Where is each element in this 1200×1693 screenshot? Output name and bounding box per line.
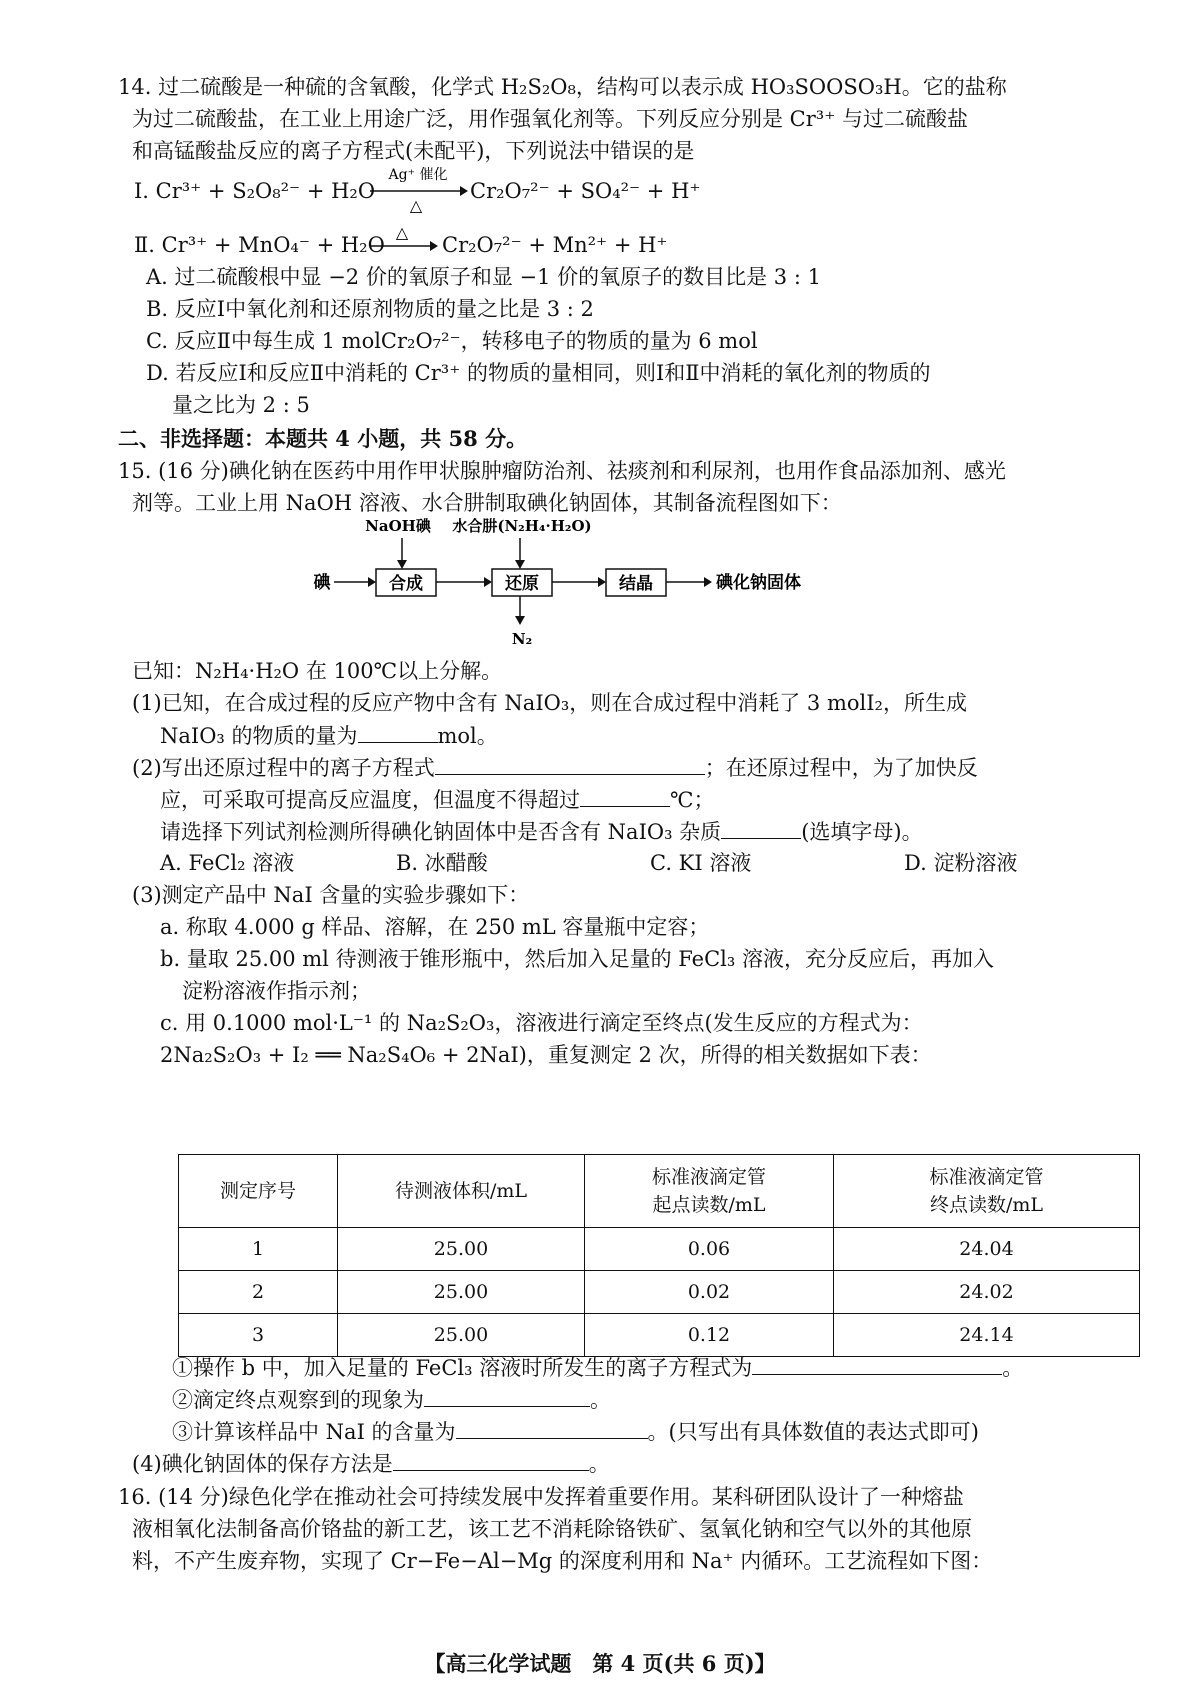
q15-part2-temp-unit: ℃； xyxy=(670,788,715,812)
q15-sub3-end: 。(只写出有具体数值的表达式即可) xyxy=(647,1420,979,1444)
table-cell: 0.02 xyxy=(585,1271,834,1314)
q15-part1-text: NaIO₃ 的物质的量为 xyxy=(160,724,358,748)
table-cell: 3 xyxy=(179,1314,338,1357)
flow-box1-input-label: NaOH碘 xyxy=(365,517,431,535)
table-row xyxy=(179,1228,1140,1271)
q15-part2-reagent-text: 请选择下列试剂检测所得碘化钠固体中是否含有 NaIO₃ 杂质 xyxy=(160,820,722,844)
q15-part4-text: (4)碘化钠固体的保存方法是 xyxy=(132,1452,393,1476)
q15-line1: 15. (16 分)碘化钠在医药中用作甲状腺肿瘤防治剂、祛痰剂和利尿剂，也用作食品添加剂、感光 xyxy=(118,459,1006,483)
answer-blank-5[interactable] xyxy=(752,1352,1002,1375)
table-cell: 0.12 xyxy=(585,1314,834,1357)
q15-part4-end: 。 xyxy=(588,1452,610,1476)
table-row xyxy=(179,1314,1140,1357)
table-cell: 25.00 xyxy=(338,1314,585,1357)
q15-part2-reagent-end: (选填字母)。 xyxy=(801,820,923,844)
table-cell: 24.14 xyxy=(834,1314,1140,1357)
q14-line2: 为过二硫酸盐，在工业上用途广泛，用作强氧化剂等。下列反应分别是 Cr³⁺ 与过二硫酸盐 xyxy=(132,107,968,131)
q15-choice-c: C. KI 溶液 xyxy=(650,851,752,875)
q15-step-c-line2: 2Na₂S₂O₃ + I₂ ══ Na₂S₄O₆ + 2NaI)，重复测定 2 次，所得的相关数据如下表： xyxy=(160,1043,932,1067)
q15-step-a: a. 称取 4.000 g 样品、溶解，在 250 mL 容量瓶中定容； xyxy=(160,915,710,939)
q15-sub1 xyxy=(172,1352,1023,1383)
q15-part1-unit: mol。 xyxy=(437,724,498,748)
table-header-cell: 待测液体积/mL xyxy=(338,1155,585,1228)
eq2-condition-top: △ xyxy=(395,223,409,242)
table-header-cell: 测定序号 xyxy=(179,1155,338,1228)
q14-option-d-line1: D. 若反应Ⅰ和反应Ⅱ中消耗的 Cr³⁺ 的物质的量相同，则Ⅰ和Ⅱ中消耗的氧化剂的物质的 xyxy=(146,361,931,385)
answer-blank-4[interactable] xyxy=(721,816,801,839)
table-cell: 2 xyxy=(179,1271,338,1314)
q14-equation-2-left: Ⅱ. Cr³⁺ + MnO₄⁻ + H₂O xyxy=(134,233,385,257)
answer-blank-1[interactable] xyxy=(358,720,438,743)
page-footer: 【高三化学试题 第 4 页(共 6 页)】 xyxy=(424,1651,776,1676)
q15-known: 已知：N₂H₄·H₂O 在 100℃以上分解。 xyxy=(132,659,503,683)
table-cell: 0.06 xyxy=(585,1228,834,1271)
q15-part2-text: (2)写出还原过程中的离子方程式 xyxy=(132,756,435,780)
q15-part2-text-end: ；在还原过程中，为了加快反 xyxy=(704,756,978,780)
flow-box-synthesis-label: 合成 xyxy=(389,574,423,594)
answer-blank-2[interactable] xyxy=(435,752,705,775)
eq1-condition-bottom: △ xyxy=(409,196,423,215)
q15-sub3-text: ③计算该样品中 NaI 的含量为 xyxy=(172,1420,456,1444)
q15-part2-line3 xyxy=(160,816,923,847)
q15-sub1-end: 。 xyxy=(1002,1356,1024,1380)
flow-box2-output-label: N₂ xyxy=(511,630,533,648)
table-row xyxy=(179,1271,1140,1314)
q15-part2-line1 xyxy=(132,752,978,783)
flow-box-crystallization-label: 结晶 xyxy=(619,574,653,594)
answer-blank-7[interactable] xyxy=(456,1416,648,1439)
table-cell: 1 xyxy=(179,1228,338,1271)
q15-sub3 xyxy=(172,1416,979,1447)
q14-option-a: A. 过二硫酸根中显 −2 价的氧原子和显 −1 价的氧原子的数目比是 3 : 1 xyxy=(146,265,821,289)
q14-option-d-line2: 量之比为 2 : 5 xyxy=(172,393,310,417)
q14-equation-1-left: Ⅰ. Cr³⁺ + S₂O₈²⁻ + H₂O xyxy=(134,179,376,203)
table-cell: 24.04 xyxy=(834,1228,1140,1271)
reaction-arrow-2 xyxy=(368,222,438,258)
q15-sub2 xyxy=(172,1384,611,1415)
flow-output-label: 碘化钠固体 xyxy=(716,573,801,593)
q15-sub1-text: ①操作 b 中，加入足量的 FeCl₃ 溶液时所发生的离子方程式为 xyxy=(172,1356,753,1380)
q15-part1-line2 xyxy=(160,720,498,751)
q16-line3: 料，不产生废弃物，实现了 Cr−Fe−Al−Mg 的深度利用和 Na⁺ 内循环。工艺流程如下图： xyxy=(132,1549,993,1573)
q14-option-c: C. 反应Ⅱ中每生成 1 molCr₂O₇²⁻，转移电子的物质的量为 6 mol xyxy=(146,329,758,353)
q15-sub2-end: 。 xyxy=(590,1388,611,1412)
q15-part4 xyxy=(132,1448,610,1479)
q15-part3: (3)测定产品中 NaI 含量的实验步骤如下： xyxy=(132,883,530,907)
q16-line1: 16. (14 分)绿色化学在推动社会可持续发展中发挥着重要作用。某科研团队设计了一种熔盐 xyxy=(118,1485,964,1509)
table-header-cell: 标准液滴定管 终点读数/mL xyxy=(834,1155,1140,1228)
answer-blank-3[interactable] xyxy=(580,784,670,807)
answer-blank-6[interactable] xyxy=(424,1384,590,1407)
flow-box-reduction-label: 还原 xyxy=(505,574,539,594)
q15-part2-temp-text: 应，可采取可提高反应温度，但温度不得超过 xyxy=(160,788,580,812)
table-cell: 25.00 xyxy=(338,1271,585,1314)
q15-step-b-line2: 淀粉溶液作指示剂； xyxy=(182,979,371,1003)
eq1-condition-top: Ag⁺ 催化 xyxy=(388,167,448,183)
q15-part2-line2 xyxy=(160,784,715,815)
flow-diagram xyxy=(300,514,860,654)
q15-choice-b: B. 冰醋酸 xyxy=(396,851,488,875)
q15-choice-d: D. 淀粉溶液 xyxy=(904,851,1018,875)
table-header-cell: 标准液滴定管 起点读数/mL xyxy=(585,1155,834,1228)
reaction-arrow-1 xyxy=(368,165,468,217)
q14-line3: 和高锰酸盐反应的离子方程式(未配平)，下列说法中错误的是 xyxy=(132,139,695,163)
q15-part1-line1: (1)已知，在合成过程的反应产物中含有 NaIO₃，则在合成过程中消耗了 3 molI₂，所生成 xyxy=(132,691,967,715)
q16-line2: 液相氧化法制备高价铬盐的新工艺，该工艺不消耗除铬铁矿、氢氧化钠和空气以外的其他原 xyxy=(132,1517,972,1541)
q15-line2: 剂等。工业上用 NaOH 溶液、水合肼制取碘化钠固体，其制备流程图如下： xyxy=(132,491,842,515)
table-cell: 25.00 xyxy=(338,1228,585,1271)
table-cell: 24.02 xyxy=(834,1271,1140,1314)
q15-choice-a: A. FeCl₂ 溶液 xyxy=(160,851,295,875)
table-header-row xyxy=(179,1155,1140,1228)
q15-step-c-line1: c. 用 0.1000 mol·L⁻¹ 的 Na₂S₂O₃，溶液进行滴定至终点(发生反应的方程式为： xyxy=(160,1011,923,1035)
q14-equation-2-right: Cr₂O₇²⁻ + Mn²⁺ + H⁺ xyxy=(442,233,668,257)
titration-data-table xyxy=(178,1154,1140,1357)
q14-equation-1-right: Cr₂O₇²⁻ + SO₄²⁻ + H⁺ xyxy=(470,179,701,203)
section-heading: 二、非选择题：本题共 4 小题，共 58 分。 xyxy=(118,426,528,451)
q14-option-b: B. 反应Ⅰ中氧化剂和还原剂物质的量之比是 3 : 2 xyxy=(146,297,594,321)
q14-line1: 14. 过二硫酸是一种硫的含氧酸，化学式 H₂S₂O₈，结构可以表示成 HO₃SOOSO₃H。它的盐称 xyxy=(118,75,1007,99)
flow-input-label: 碘 xyxy=(313,573,331,593)
flow-box2-input-label: 水合肼(N₂H₄·H₂O) xyxy=(452,517,592,535)
answer-blank-8[interactable] xyxy=(393,1448,589,1471)
q15-sub2-text: ②滴定终点观察到的现象为 xyxy=(172,1388,424,1412)
q15-step-b-line1: b. 量取 25.00 ml 待测液于锥形瓶中，然后加入足量的 FeCl₃ 溶液，充分反应后，再加入 xyxy=(160,947,994,971)
